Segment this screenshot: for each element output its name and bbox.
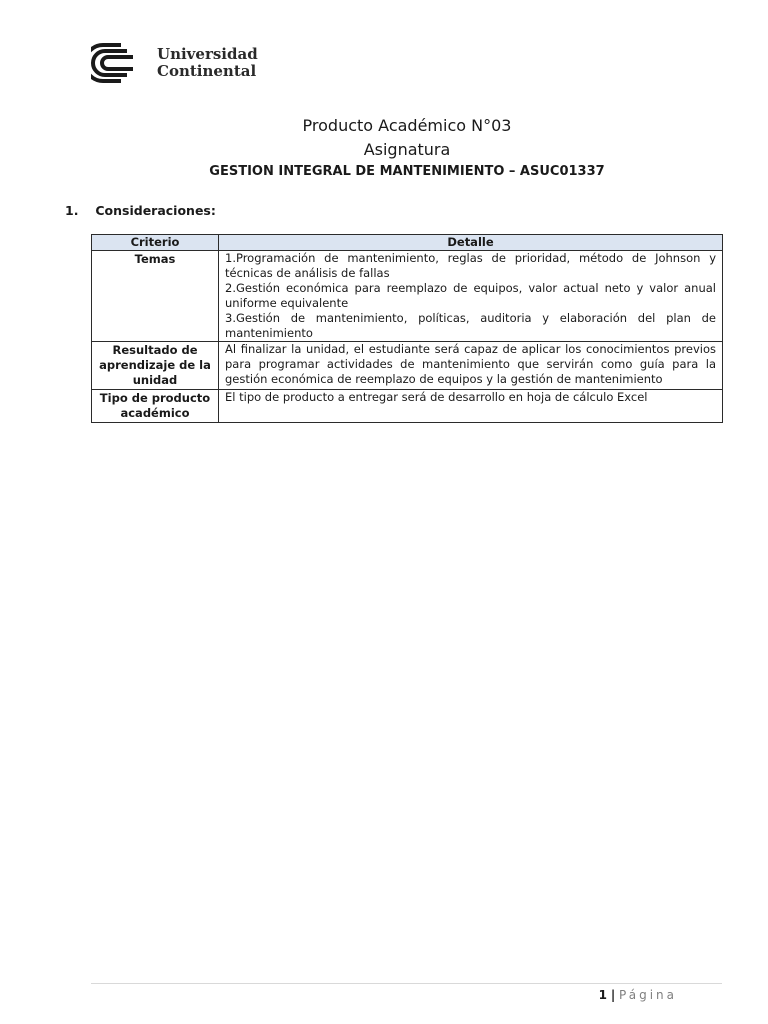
section-number: 1. (65, 203, 79, 218)
detalle-line: El tipo de producto a entregar será de desarrollo en hoja de cálculo Excel (225, 390, 648, 404)
column-header-detalle: Detalle (219, 235, 723, 251)
section-heading (65, 203, 216, 218)
logo-wordmark (157, 46, 258, 80)
detalle-cell (219, 342, 723, 390)
detalle-line: Al finalizar la unidad, el estudiante será capaz de aplicar los conocimientos previos para programar actividades de mantenimiento que servirán como guía para la gestión económica de reemplazo de equipos y la gestión de mantenimiento (225, 342, 716, 386)
detalle-cell (219, 390, 723, 423)
table-header-row (92, 235, 723, 251)
page-footer (599, 988, 677, 1002)
table-row (92, 390, 723, 423)
column-header-criterio: Criterio (92, 235, 219, 251)
page-label: Página (619, 988, 677, 1002)
university-logo (91, 42, 258, 84)
document-title: Producto Académico N°03 (302, 116, 512, 135)
section-title: Consideraciones: (95, 203, 216, 218)
criterio-cell: Temas (92, 251, 219, 342)
subject-label: Asignatura (363, 140, 451, 159)
table-row (92, 251, 723, 342)
page-number: 1 (598, 988, 607, 1002)
university-logo-icon (91, 42, 151, 84)
footer-divider (91, 983, 722, 984)
criterio-cell: Tipo de producto académico (92, 390, 219, 423)
detalle-line: 1.Programación de mantenimiento, reglas de prioridad, método de Johnson y técnicas de análisis de fallas (225, 251, 716, 280)
course-name: GESTION INTEGRAL DE MANTENIMIENTO – ASUC01337 (209, 164, 605, 179)
criterio-cell: Resultado de aprendizaje de la unidad (92, 342, 219, 390)
detalle-line: 2.Gestión económica para reemplazo de equipos, valor actual neto y valor anual uniforme equivalente (225, 281, 716, 310)
logo-line-1: Universidad (157, 45, 258, 63)
considerations-table (91, 234, 723, 423)
detalle-cell (219, 251, 723, 342)
detalle-line: 3.Gestión de mantenimiento, políticas, auditoria y elaboración del plan de mantenimiento (225, 311, 716, 340)
logo-line-2: Continental (157, 62, 257, 80)
table-row (92, 342, 723, 390)
footer-separator: | (610, 988, 616, 1002)
